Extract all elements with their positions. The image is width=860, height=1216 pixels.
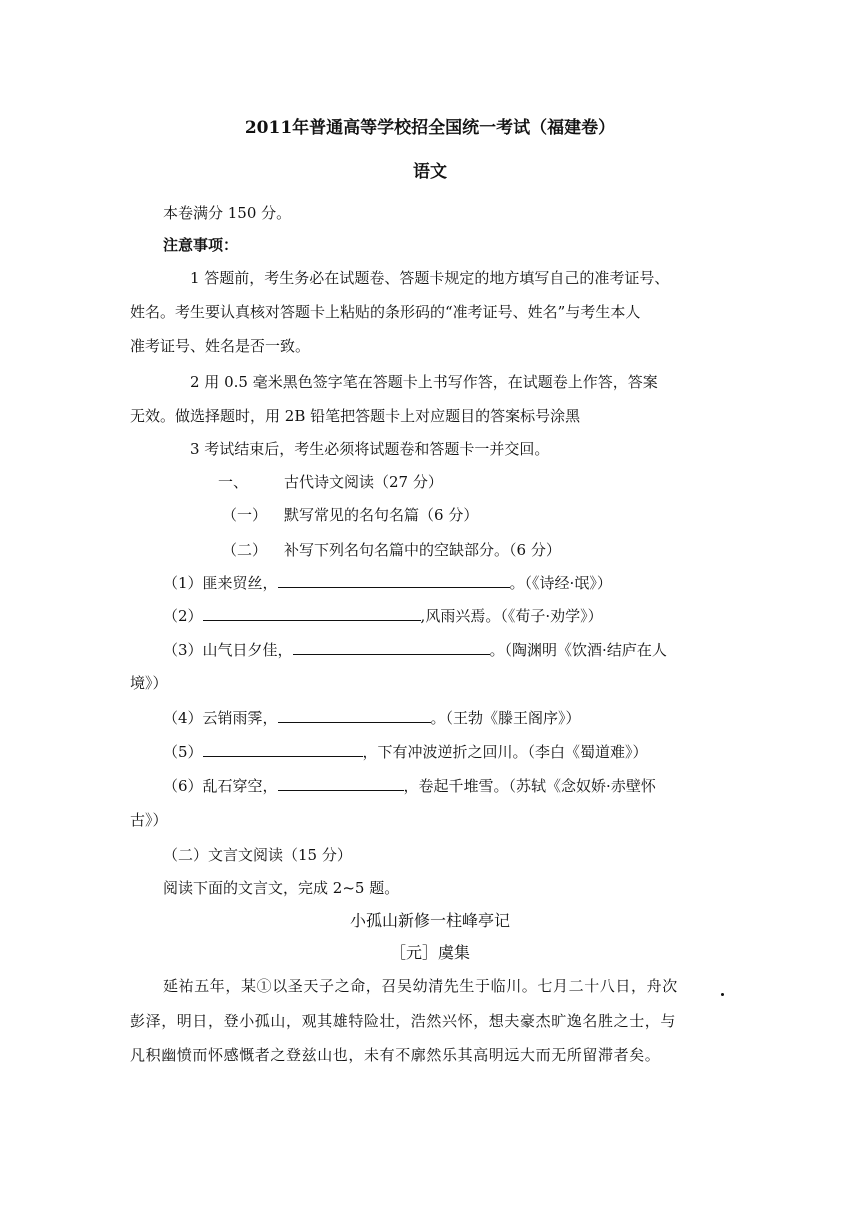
subsection-1-title: 默写常见的名句名篇（6 分） — [284, 506, 479, 524]
item-4-blank — [278, 708, 431, 723]
item-3-suffix: 。（陶渊明《饮酒·结庐在人 — [489, 641, 667, 659]
item-2-blank — [203, 606, 421, 621]
passage-title: 小孤山新修一柱峰亭记 — [349, 911, 510, 930]
subject-title: 语文 — [413, 162, 447, 182]
emphasis-dot — [721, 993, 724, 996]
item-3 — [163, 640, 667, 660]
passage-author: ［元］虞集 — [389, 943, 470, 962]
item-6-suffix: ，卷起千堆雪。（苏轼《念奴娇·赤壁怀 — [403, 777, 656, 795]
item-4-suffix: 。（王勃《滕王阁序》） — [430, 709, 581, 727]
item-3-blank — [293, 640, 490, 655]
passage-line-3: 凡积幽愤而怀感慨者之登兹山也，未有不廓然乐其高明远大而无所留滞者矣。 — [130, 1046, 661, 1064]
item-5-prefix: （5） — [163, 743, 203, 761]
note-1-line-2: 姓名。考生要认真核对答题卡上粘贴的条形码的“准考证号、姓名”与考生本人 — [130, 303, 641, 321]
item-6 — [163, 776, 656, 796]
item-5 — [163, 742, 648, 762]
item-1-prefix: （1）匪来贸丝， — [163, 574, 278, 592]
notes-heading: 注意事项： — [163, 236, 239, 254]
item-2-suffix: ,风雨兴焉。（《荀子·劝学》） — [420, 607, 603, 625]
section-2-instruction: 阅读下面的文言文，完成 2~5 题。 — [163, 879, 400, 897]
subsection-2-title: 补写下列名句名篇中的空缺部分。（6 分） — [284, 541, 561, 559]
note-1-line-3: 准考证号、姓名是否一致。 — [130, 337, 311, 355]
item-3-continuation: 境》） — [130, 674, 168, 692]
item-1-suffix: 。（《诗经·氓》） — [509, 574, 612, 592]
section-1-number: 一、 — [218, 473, 249, 491]
item-2-prefix: （2） — [163, 607, 203, 625]
item-6-prefix: （6）乱石穿空， — [163, 777, 278, 795]
passage-line-2: 彭泽，明日，登小孤山，观其雄特险壮，浩然兴怀，想夫豪杰旷逸名胜之士，与 — [130, 1012, 677, 1030]
note-2-line-2: 无效。做选择题时，用 2B 铅笔把答题卡上对应题目的答案标号涂黑 — [130, 407, 581, 425]
document-title: 2011年普通高等学校招全国统一考试（福建卷） — [244, 118, 616, 138]
item-3-prefix: （3）山气日夕佳， — [163, 641, 293, 659]
passage-line-1: 延祐五年，某①以圣天子之命，召吴幼清先生于临川。七月二十八日，舟次 — [163, 977, 678, 995]
item-5-suffix: ，下有冲波逆折之回川。（李白《蜀道难》） — [362, 743, 648, 761]
item-1-blank — [278, 573, 510, 588]
score-line: 本卷满分 150 分。 — [163, 204, 292, 222]
item-6-blank — [278, 776, 404, 791]
item-4 — [163, 708, 581, 728]
item-2 — [163, 606, 603, 626]
section-2-heading: （二）文言文阅读（15 分） — [163, 846, 352, 864]
subsection-2-number: （二） — [222, 541, 268, 559]
item-4-prefix: （4）云销雨霁， — [163, 709, 278, 727]
note-1-line-1: 1 答题前，考生务必在试题卷、答题卡规定的地方填写自己的准考证号、 — [190, 269, 670, 287]
item-5-blank — [203, 742, 363, 757]
item-6-continuation: 古》） — [130, 811, 168, 829]
note-2-line-1: 2 用 0.5 毫米黑色签字笔在答题卡上书写作答，在试题卷上作答，答案 — [190, 373, 658, 391]
note-3: 3 考试结束后，考生必须将试题卷和答题卡一并交回。 — [190, 440, 550, 458]
item-1 — [163, 573, 612, 593]
subsection-1-number: （一） — [222, 506, 268, 524]
section-1-title: 古代诗文阅读（27 分） — [284, 473, 443, 491]
